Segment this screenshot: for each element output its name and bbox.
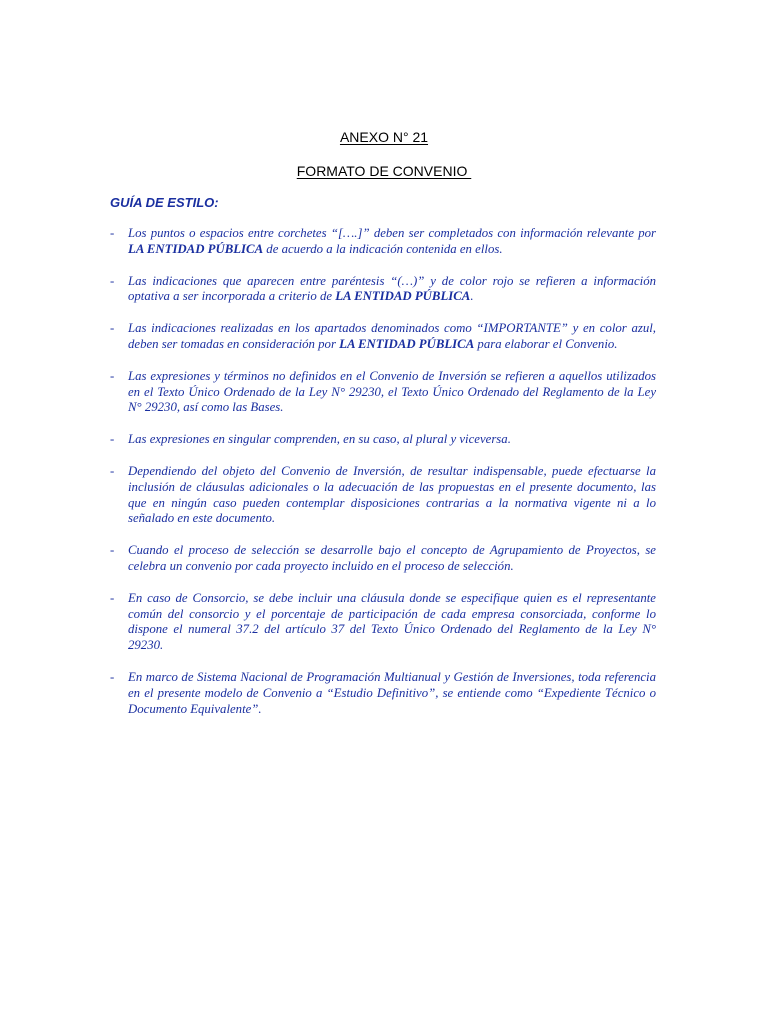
- guide-item-text: [128, 369, 656, 416]
- bullet-dash: -: [110, 226, 115, 240]
- entity-emphasis: LA ENTIDAD PÚBLICA: [339, 336, 475, 351]
- guide-item: [110, 543, 656, 575]
- entity-emphasis: LA ENTIDAD PÚBLICA: [335, 289, 471, 304]
- bullet-dash: -: [110, 273, 115, 288]
- guide-item: [110, 369, 656, 416]
- guide-text-segment: Las indicaciones realizadas en los apartados denominados como “IMPORTANTE” y en color azul, deben ser tomadas en consideración por: [128, 321, 656, 351]
- guide-item: [110, 670, 656, 717]
- guide-item-text: [128, 543, 656, 575]
- entity-emphasis: LA ENTIDAD PÚBLICA: [128, 241, 264, 256]
- guide-text-segment: Las indicaciones que aparecen entre paréntesis “(…)” y de color rojo se refieren a información optativa a ser incorporada a criterio de: [128, 273, 656, 304]
- style-guide-list: [110, 226, 656, 733]
- guide-text-segment: Las expresiones y términos no definidos en el Convenio de Inversión se refieren a aquellos utilizados en el Texto Único Ordenado de la Ley N° 29230, el Texto Único Ordenado del Reglamento de la Ley N° 29230, así como las Bases.: [128, 368, 656, 415]
- bullet-dash: -: [110, 321, 115, 336]
- guide-text-segment: de acuerdo a la indicación contenida en ellos.: [263, 241, 503, 256]
- bullet-dash: -: [110, 543, 115, 558]
- guide-text-segment: En marco de Sistema Nacional de Programación Multianual y Gestión de Inversiones, toda referencia en el presente modelo de Convenio a “Estudio Definitivo”, se entiende como “Expediente Técnico o Documento Equivalente”.: [128, 669, 656, 716]
- guide-item: [110, 226, 656, 258]
- format-title-text: FORMATO DE CONVENIO: [296, 163, 472, 179]
- guide-item: [110, 464, 656, 527]
- guide-text-segment: Las expresiones en singular comprenden, en su caso, al plural y viceversa.: [128, 432, 511, 447]
- guide-text-segment: Los puntos o espacios entre corchetes “[….]” deben ser completados con información relevante por: [128, 226, 656, 240]
- guide-item-text: [128, 321, 656, 353]
- guide-text-segment: Dependiendo del objeto del Convenio de Inversión, de resultar indispensable, puede efectuarse la inclusión de cláusulas adicionales o la adecuación de las propuestas en el presente documento, las que en ningún caso pueden contemplar disposiciones contrarias a la normativa vigente ni a lo señalado en este documento.: [128, 463, 656, 526]
- guide-text-segment: Cuando el proceso de selección se desarrolle bajo el concepto de Agrupamiento de Proyectos, se celebra un convenio por cada proyecto incluido en el proceso de selección.: [128, 543, 656, 573]
- guide-item: [110, 591, 656, 654]
- guide-item: [110, 274, 656, 306]
- bullet-dash: -: [110, 368, 115, 383]
- bullet-dash: -: [110, 432, 115, 447]
- guide-item-text: [128, 274, 656, 306]
- guide-item-text: [128, 591, 656, 654]
- format-title: [0, 163, 768, 179]
- guide-item-text: [128, 670, 656, 717]
- guide-item-text: [128, 464, 656, 527]
- guide-item: [110, 432, 656, 448]
- guide-text-segment: En caso de Consorcio, se debe incluir una cláusula donde se especifique quien es el representante común del consorcio y el porcentaje de participación de cada empresa consorciada, conforme lo dispone el numeral 37.2 del artículo 37 del Texto Único Ordenado del Reglamento de la Ley N° 29230.: [128, 590, 656, 653]
- bullet-dash: -: [110, 463, 115, 478]
- style-guide-heading: GUÍA DE ESTILO:: [110, 195, 219, 210]
- bullet-dash: -: [110, 590, 115, 605]
- guide-text-segment: .: [470, 289, 474, 304]
- guide-item-text: [128, 226, 656, 258]
- guide-text-segment: para elaborar el Convenio.: [474, 336, 618, 351]
- guide-item: [110, 321, 656, 353]
- bullet-dash: -: [110, 669, 115, 684]
- guide-item-text: [128, 432, 656, 448]
- annex-title: [0, 129, 768, 145]
- annex-title-text: ANEXO N° 21: [339, 129, 429, 145]
